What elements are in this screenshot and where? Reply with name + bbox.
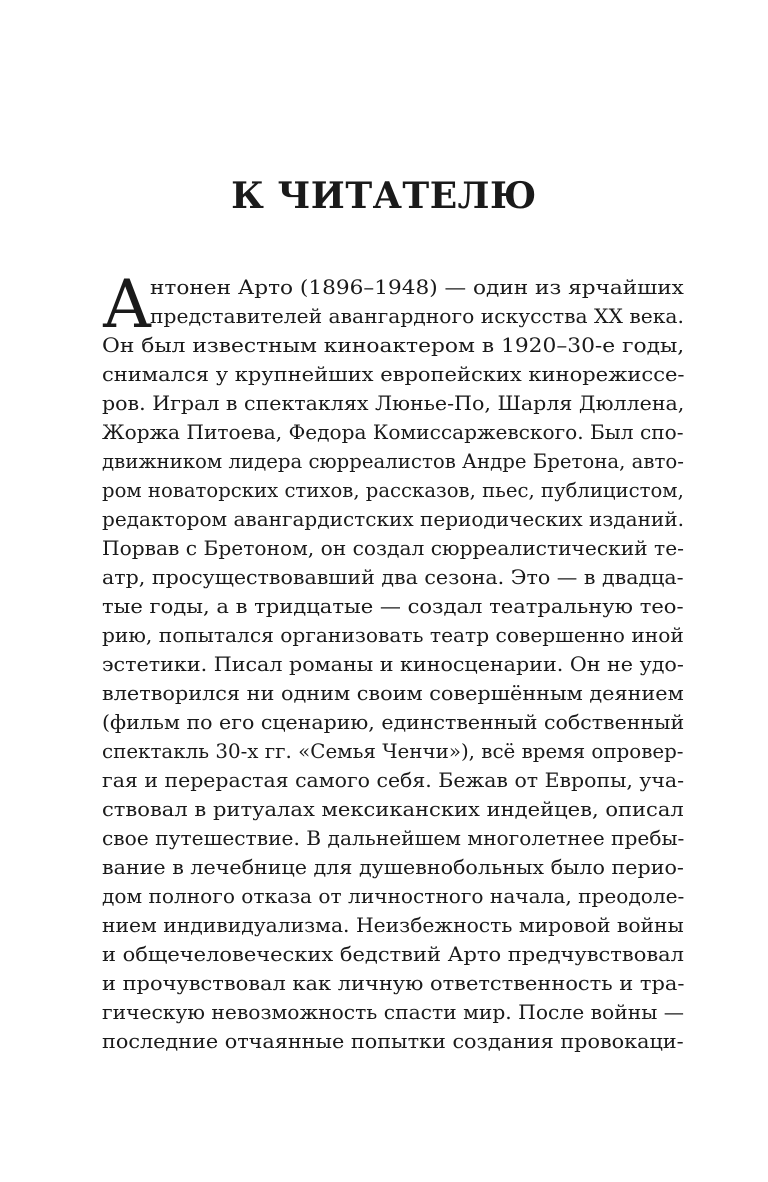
- text-line: ром новаторских стихов, рассказов, пьес, публицистом,: [102, 478, 684, 502]
- text-line: нтонен Арто (1896–1948) — один из ярчайших: [150, 275, 684, 299]
- text-line: тые годы, а в тридцатые — создал театральную тео-: [102, 594, 684, 618]
- text-line: движником лидера сюрреалистов Андре Бретона, авто-: [102, 449, 684, 473]
- text-line: вание в лечебнице для душевнобольных было перио-: [102, 855, 684, 879]
- text-line: и прочувствовал как личную ответственность и тра-: [102, 971, 685, 995]
- text-line: гая и перерастая самого себя. Бежав от Европы, уча-: [102, 768, 685, 792]
- text-line: влетворился ни одним своим совершённым деянием: [102, 681, 684, 705]
- text-line: (фильм по его сценарию, единственный собственный: [102, 710, 685, 734]
- text-line: Жоржа Питоева, Федора Комиссаржевского. Был спо-: [102, 420, 684, 444]
- text-line: эстетики. Писал романы и киносценарии. Он не удо-: [102, 652, 684, 676]
- text-line: представителей авангардного искусства XX века.: [150, 304, 684, 328]
- chapter-title: К ЧИТАТЕЛЮ: [231, 175, 537, 217]
- drop-cap: А: [102, 266, 152, 343]
- text-line: атр, просуществовавший два сезона. Это — в двадца-: [102, 565, 684, 589]
- text-line: нием индивидуализма. Неизбежность мировой войны: [102, 913, 684, 937]
- text-line: дом полного отказа от личностного начала, преодоле-: [102, 884, 685, 908]
- text-line: спектакль 30-х гг. «Семья Ченчи»), всё время опровер-: [102, 739, 684, 763]
- text-line: ров. Играл в спектаклях Люнье-По, Шарля Дюллена,: [102, 391, 685, 415]
- text-line: редактором авангардистских периодических изданий.: [102, 507, 684, 531]
- text-line: ствовал в ритуалах мексиканских индейцев, описал: [102, 797, 684, 821]
- text-line: гическую невозможность спасти мир. После войны —: [102, 1000, 684, 1024]
- text-line: свое путешествие. В дальнейшем многолетнее пребы-: [102, 826, 685, 850]
- text-line: Он был известным киноактером в 1920–30-е годы,: [102, 333, 685, 357]
- text-line: Порвав с Бретоном, он создал сюрреалистический те-: [102, 536, 684, 560]
- text-line: снимался у крупнейших европейских кинорежиссе-: [102, 362, 685, 386]
- text-line: рию, попытался организовать театр совершенно иной: [102, 623, 684, 647]
- text-line: и общечеловеческих бедствий Арто предчувствовал: [102, 942, 684, 966]
- text-line: последние отчаянные попытки создания провокаци-: [102, 1029, 684, 1053]
